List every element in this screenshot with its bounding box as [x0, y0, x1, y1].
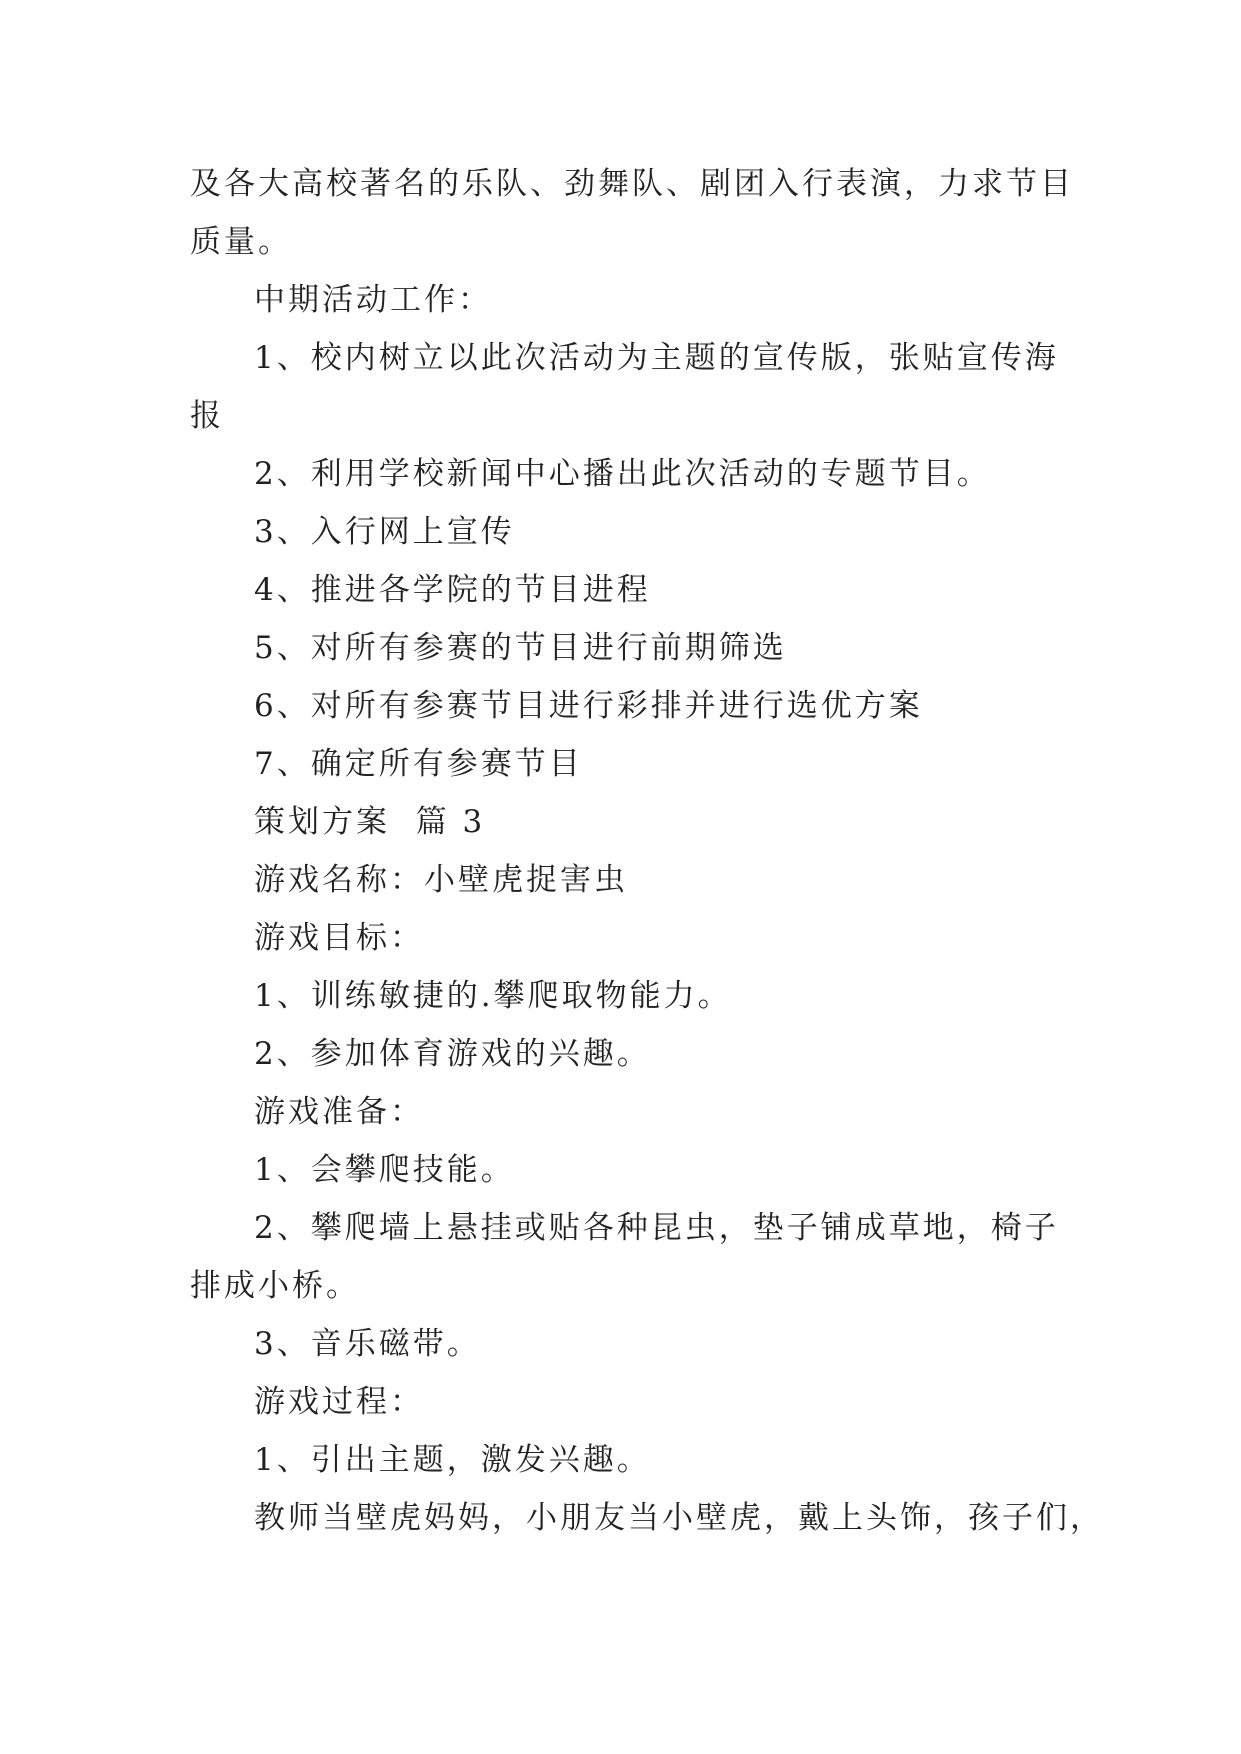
section-heading: 游戏准备： — [254, 1094, 424, 1130]
list-item: 2、攀爬墙上悬挂或贴各种昆虫，垫子铺成草地，椅子 — [254, 1210, 1059, 1246]
paragraph-line: 质量。 — [190, 224, 292, 260]
list-item: 6、对所有参赛节目进行彩排并进行选优方案 — [254, 688, 923, 724]
list-item: 1、校内树立以此次活动为主题的宣传版，张贴宣传海 — [254, 340, 1059, 376]
list-item: 1、引出主题，激发兴趣。 — [254, 1442, 651, 1478]
list-item: 1、会攀爬技能。 — [254, 1152, 515, 1188]
section-heading: 游戏目标： — [254, 920, 424, 956]
list-item: 3、音乐磁带。 — [254, 1326, 481, 1362]
list-item: 3、入行网上宣传 — [254, 514, 515, 550]
paragraph-line: 游戏名称：小壁虎捉害虫 — [254, 862, 628, 898]
list-item: 2、利用学校新闻中心播出此次活动的专题节目。 — [254, 456, 991, 492]
paragraph-line: 排成小桥。 — [190, 1268, 360, 1304]
paragraph-line: 教师当壁虎妈妈，小朋友当小壁虎，戴上头饰，孩子们， — [254, 1500, 1104, 1536]
paragraph-line: 及各大高校著名的乐队、劲舞队、剧团入行表演，力求节目 — [190, 166, 1074, 202]
section-heading: 中期活动工作： — [254, 282, 492, 318]
list-item: 7、确定所有参赛节目 — [254, 746, 583, 782]
document-body — [190, 155, 1104, 1547]
list-item: 1、训练敏捷的.攀爬取物能力。 — [254, 978, 732, 1014]
list-item: 2、参加体育游戏的兴趣。 — [254, 1036, 651, 1072]
section-heading: 游戏过程： — [254, 1384, 424, 1420]
list-item: 4、推进各学院的节目进程 — [254, 572, 651, 608]
list-item: 5、对所有参赛的节目进行前期筛选 — [254, 630, 787, 666]
section-title: 策划方案 篇 3 — [254, 804, 486, 840]
paragraph-line: 报 — [190, 398, 224, 434]
